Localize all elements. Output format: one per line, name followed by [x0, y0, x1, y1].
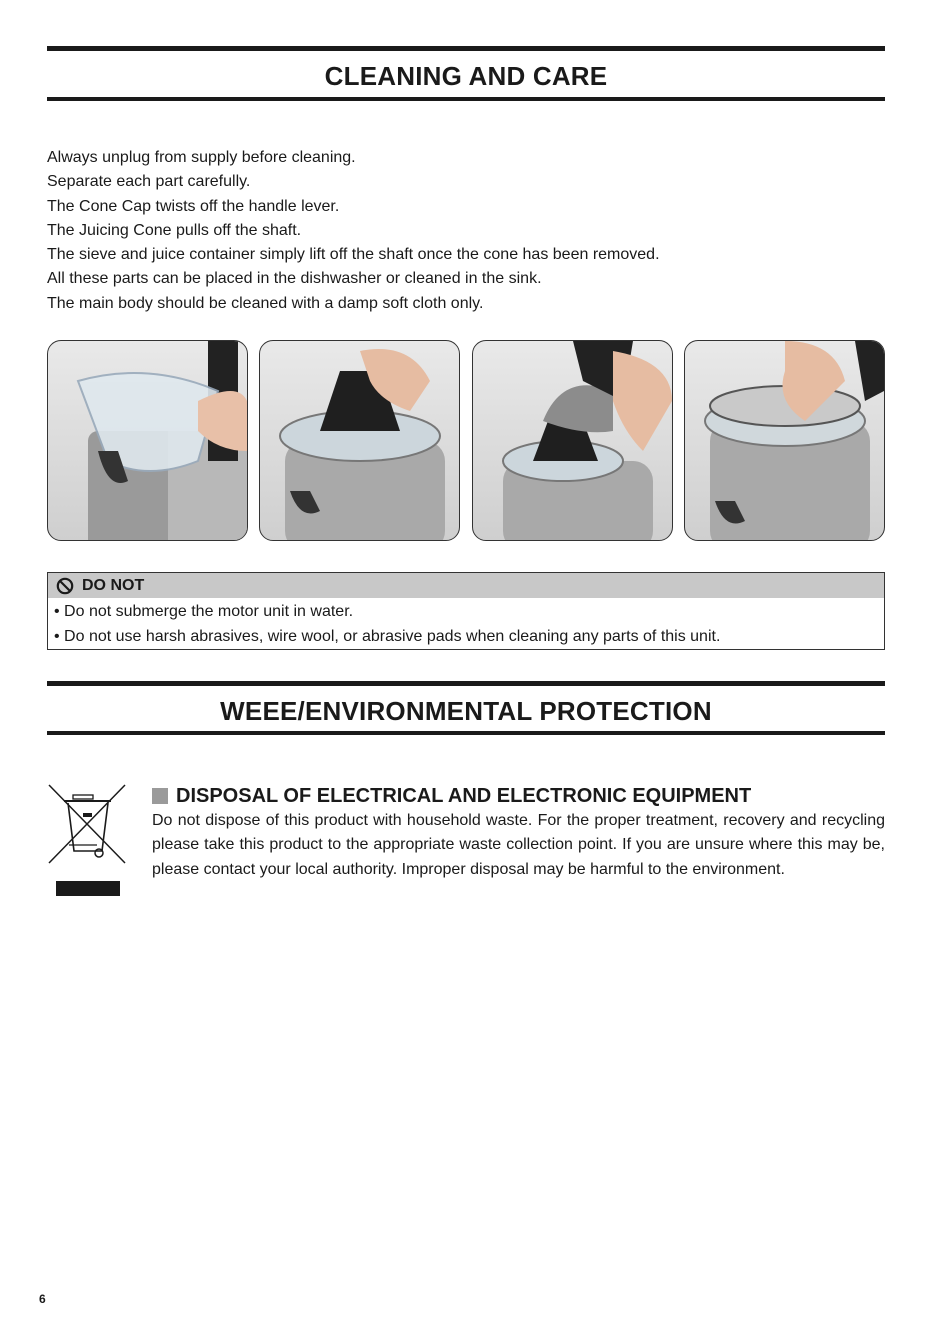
weee-title: WEEE/ENVIRONMENTAL PROTECTION: [220, 696, 712, 726]
instruction-line: The main body should be cleaned with a damp soft cloth only.: [47, 294, 484, 312]
do-not-title: DO NOT: [82, 576, 145, 594]
weee-rule-2: [47, 731, 885, 735]
crossed-out-bin-icon: [47, 783, 129, 901]
photo-remove-container: [47, 340, 248, 541]
prohibited-icon: [56, 577, 74, 595]
photo-remove-cap: [472, 340, 673, 541]
instruction-line: Separate each part carefully.: [47, 173, 251, 191]
disposal-section: [152, 783, 885, 882]
do-not-item: • Do not submerge the motor unit in water.: [54, 603, 354, 620]
instruction-line: Always unplug from supply before cleaning.: [47, 149, 356, 166]
cleaning-instructions: [47, 146, 885, 316]
do-not-box: [47, 572, 885, 650]
instruction-line: The Cone Cap twists off the handle lever.: [47, 197, 340, 215]
photo-remove-cone: [259, 340, 460, 541]
instruction-line: The sieve and juice container simply lift off the shaft once the cone has been removed.: [47, 246, 660, 264]
page-number: 6: [39, 1292, 46, 1306]
photo-remove-sieve: [684, 340, 885, 541]
do-not-header: [48, 573, 884, 598]
cleaning-title: CLEANING AND CARE: [324, 61, 608, 91]
weee-rule-1: [47, 681, 885, 686]
disposal-title: DISPOSAL OF ELECTRICAL AND ELECTRONIC EQUIPMENT: [176, 784, 752, 807]
do-not-list: [48, 598, 884, 649]
disposal-text: Do not dispose of this product with household waste. For the proper treatment, recovery and recycling please take this product to the appropriate waste collection point. If you are unsure where this may be, please contact your local authority. Improper disposal may be harmful to the environment.: [152, 812, 885, 878]
instruction-line: All these parts can be placed in the dishwasher or cleaned in the sink.: [47, 270, 542, 288]
do-not-item: • Do not use harsh abrasives, wire wool, or abrasive pads when cleaning any parts of this unit.: [54, 628, 721, 645]
disposal-title-row: [152, 783, 885, 809]
top-rule-1: [47, 46, 885, 51]
cleaning-photos: [47, 340, 885, 540]
square-bullet-icon: [152, 788, 168, 804]
top-rule-2: [47, 97, 885, 101]
instruction-line: The Juicing Cone pulls off the shaft.: [47, 221, 302, 239]
